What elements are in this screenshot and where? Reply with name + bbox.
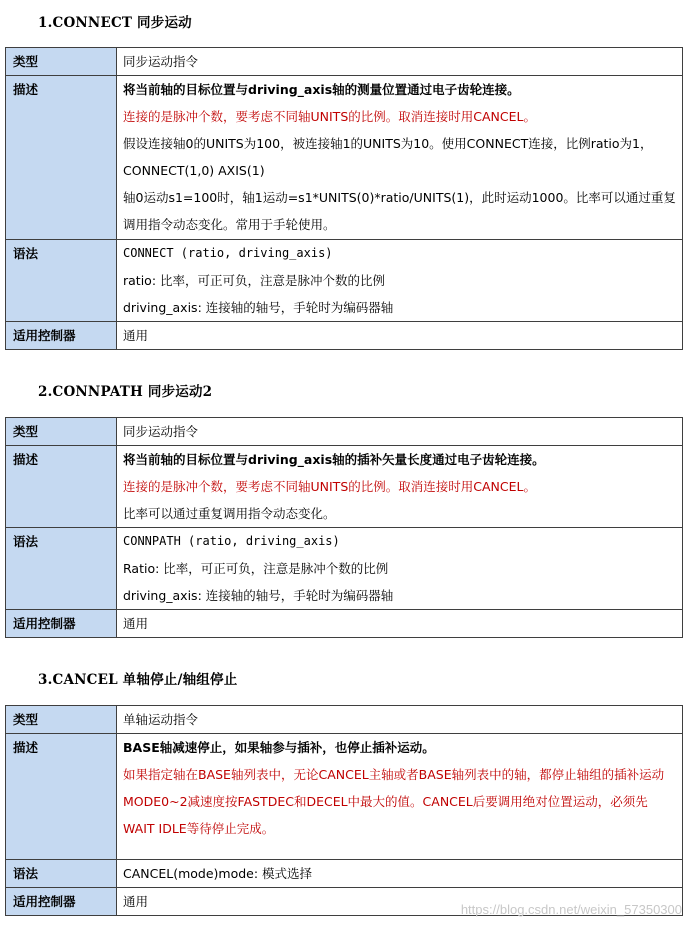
description-main: BASE轴减速停止，如果轴参与插补，也停止插补运动。 <box>123 740 435 755</box>
description-row <box>6 446 683 528</box>
type-label: 类型 <box>6 418 117 446</box>
type-value: 同步运动指令 <box>117 418 683 446</box>
syntax-signature: CONNECT (ratio, driving_axis) <box>123 246 333 260</box>
syntax-row <box>6 240 683 322</box>
watermark: https://blog.csdn.net/weixin_57350300 <box>460 902 682 917</box>
type-value: 同步运动指令 <box>117 48 683 76</box>
description-note: 如果指定轴在BASE轴列表中，无论CANCEL主轴或者BASE轴列表中的轴，都停止轴组的插补运动MODE0~2减速度按FASTDEC和DECEL中最大的值。CANCEL后要调用绝对位置运动，必须先WAIT IDLE等待停止完成。 <box>123 767 665 836</box>
syntax-cell <box>117 860 683 888</box>
type-value: 单轴运动指令 <box>117 706 683 734</box>
controller-row <box>6 322 683 350</box>
section-1-title: 1.CONNECT 同步运动 <box>38 15 192 31</box>
type-label: 类型 <box>6 48 117 76</box>
syntax-param-ratio: ratio: 比率，可正可负，注意是脉冲个数的比例 <box>123 273 386 288</box>
section-3-title: 3.CANCEL 单轴停止/轴组停止 <box>38 672 238 688</box>
description-detail: 比率可以通过重复调用指令动态变化。 <box>123 506 336 521</box>
controller-label: 适用控制器 <box>6 610 117 638</box>
description-label: 描述 <box>6 734 117 860</box>
controller-value: 通用 <box>117 888 683 916</box>
description-cell <box>117 734 683 860</box>
section-2-title: 2.CONNPATH 同步运动2 <box>38 384 213 400</box>
description-row <box>6 734 683 860</box>
controller-row <box>6 610 683 638</box>
syntax-param-axis: driving_axis: 连接轴的轴号，手轮时为编码器轴 <box>123 588 394 603</box>
section-2-table <box>5 417 683 638</box>
controller-value: 通用 <box>117 610 683 638</box>
controller-value: 通用 <box>117 322 683 350</box>
syntax-label: 语法 <box>6 860 117 888</box>
description-example: 假设连接轴0的UNITS为100，被连接轴1的UNITS为10。使用CONNECT连接，比例ratio为1，CONNECT(1,0) AXIS(1) <box>123 136 653 178</box>
description-detail: 轴0运动s1=100时，轴1运动=s1*UNITS(0)*ratio/UNITS(1)，此时运动1000。比率可以通过重复调用指令动态变化。常用于手轮使用。 <box>123 190 676 232</box>
type-row <box>6 706 683 734</box>
syntax-signature: CONNPATH (ratio, driving_axis) <box>123 534 340 548</box>
description-note: 连接的是脉冲个数，要考虑不同轴UNITS的比例。取消连接时用CANCEL。 <box>123 109 536 124</box>
syntax-row <box>6 528 683 610</box>
syntax-label: 语法 <box>6 240 117 322</box>
description-main: 将当前轴的目标位置与driving_axis轴的插补矢量长度通过电子齿轮连接。 <box>123 452 545 467</box>
description-label: 描述 <box>6 76 117 240</box>
syntax-label: 语法 <box>6 528 117 610</box>
controller-label: 适用控制器 <box>6 322 117 350</box>
description-cell <box>117 446 683 528</box>
syntax-cell <box>117 240 683 322</box>
section-1-table <box>5 47 683 350</box>
description-main: 将当前轴的目标位置与driving_axis轴的测量位置通过电子齿轮连接。 <box>123 82 520 97</box>
syntax-cell <box>117 528 683 610</box>
syntax-param-ratio: Ratio: 比率，可正可负，注意是脉冲个数的比例 <box>123 561 389 576</box>
section-3-table <box>5 705 683 916</box>
type-row <box>6 48 683 76</box>
controller-label: 适用控制器 <box>6 888 117 916</box>
type-row <box>6 418 683 446</box>
description-cell <box>117 76 683 240</box>
syntax-param-axis: driving_axis: 连接轴的轴号，手轮时为编码器轴 <box>123 300 394 315</box>
syntax-signature: CANCEL(mode)mode: 模式选择 <box>123 866 313 881</box>
description-note: 连接的是脉冲个数，要考虑不同轴UNITS的比例。取消连接时用CANCEL。 <box>123 479 536 494</box>
type-label: 类型 <box>6 706 117 734</box>
syntax-row <box>6 860 683 888</box>
description-row <box>6 76 683 240</box>
description-label: 描述 <box>6 446 117 528</box>
